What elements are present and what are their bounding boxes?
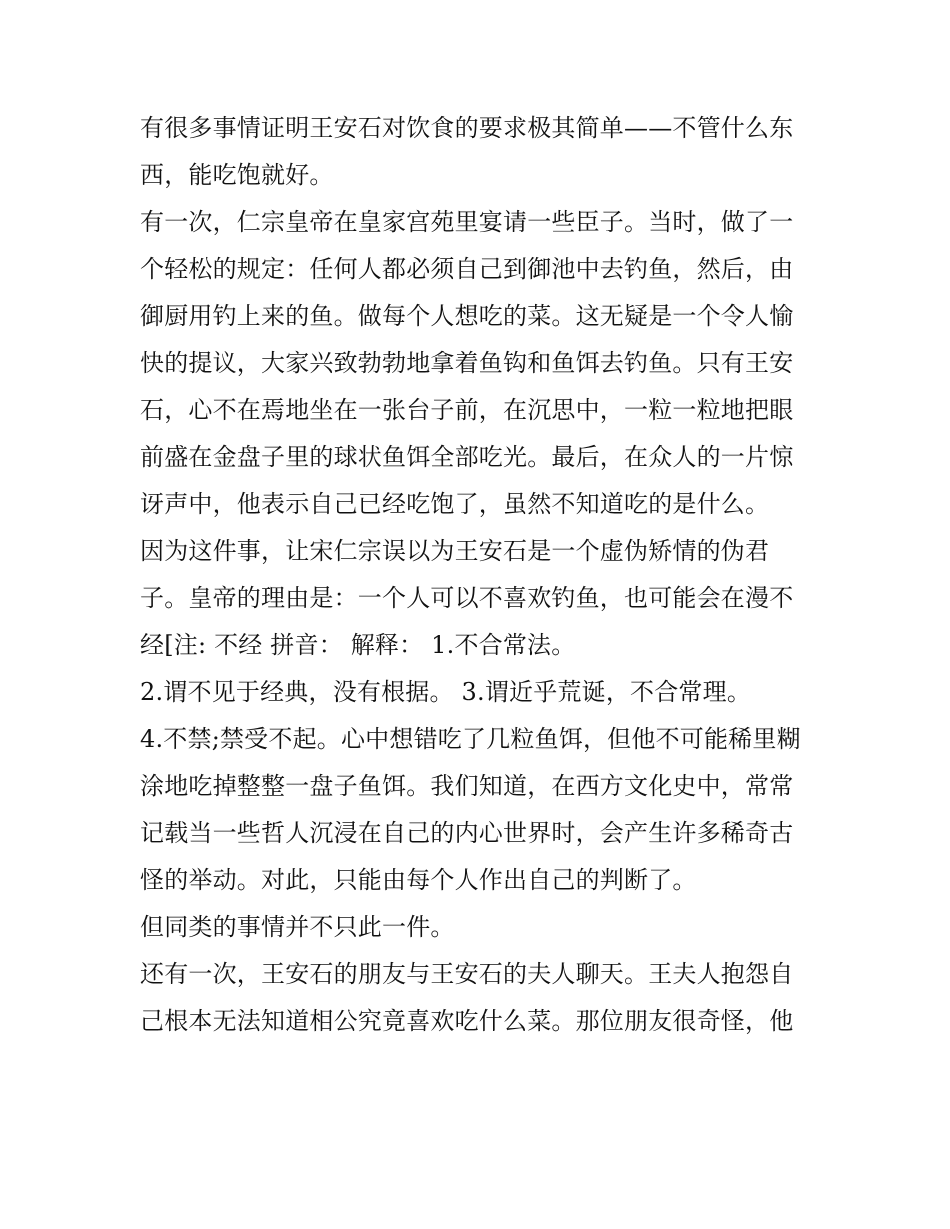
paragraph-5: 4.不禁;禁受不起。心中想错吃了几粒鱼饵，但他不可能稀里糊涂地吃掉整整一盘子鱼饵。我们知道，在西方文化史中，常常记载当一些哲人沉浸在自己的内心世界时，会产生许多稀奇古怪的举动。对此，只能由每个人作出自己的判断了。 bbox=[140, 725, 801, 894]
paragraph-6: 但同类的事情并不只此一件。 bbox=[140, 913, 455, 941]
document-body bbox=[140, 105, 815, 1045]
paragraph-4: 2.谓不见于经典，没有根据。 3.谓近乎荒诞，不合常理。 bbox=[140, 678, 752, 706]
paragraph-3: 因为这件事，让宋仁宗误以为王安石是一个虚伪矫情的伪君子。皇帝的理由是：一个人可以不喜欢钓鱼，也可能会在漫不经[注: 不经 拼音： 解释： 1.不合常法。 bbox=[140, 537, 794, 659]
paragraph-1: 有很多事情证明王安石对饮食的要求极其简单——不管什么东西，能吃饱就好。 bbox=[140, 114, 794, 189]
paragraph-7: 还有一次，王安石的朋友与王安石的夫人聊天。王夫人抱怨自己根本无法知道相公究竟喜欢吃什么菜。那位朋友很奇怪，他 bbox=[140, 960, 794, 1035]
paragraph-2: 有一次，仁宗皇帝在皇家宫苑里宴请一些臣子。当时，做了一个轻松的规定：任何人都必须自己到御池中去钓鱼，然后，由御厨用钓上来的鱼。做每个人想吃的菜。这无疑是一个令人愉快的提议，大家兴致勃勃地拿着鱼钩和鱼饵去钓鱼。只有王安石，心不在焉地坐在一张台子前，在沉思中，一粒一粒地把眼前盛在金盘子里的球状鱼饵全部吃光。最后，在众人的一片惊讶声中，他表示自己已经吃饱了，虽然不知道吃的是什么。 bbox=[140, 208, 794, 518]
